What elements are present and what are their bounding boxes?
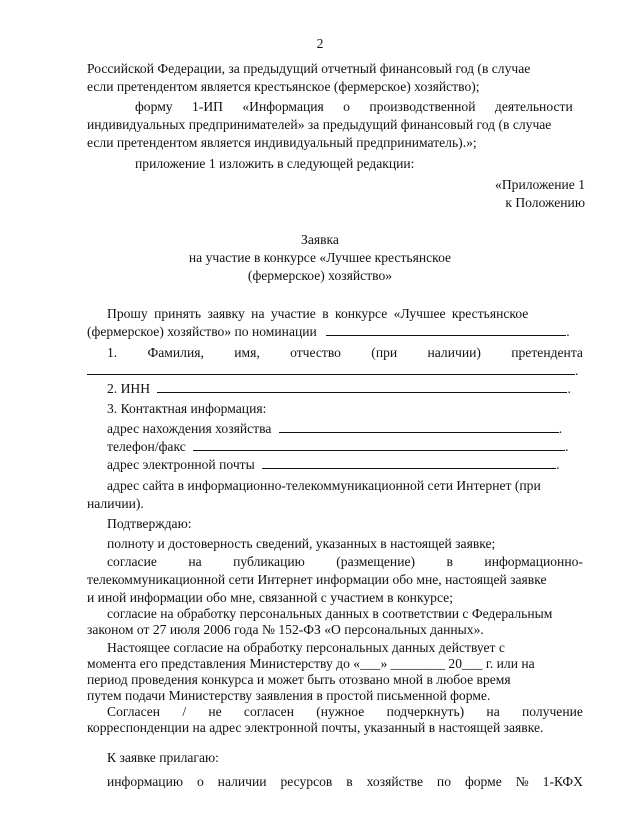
- intro-label: (фермерское) хозяйство» по номинации: [87, 324, 317, 339]
- text-line: путем подачи Министерству заявления в простой письменной форме.: [87, 688, 491, 703]
- form-subtitle: (фермерское) хозяйство»: [247, 268, 393, 283]
- form-subtitle: на участие в конкурсе «Лучшее крестьянское: [188, 250, 452, 265]
- text-line: форму 1-ИП «Информация о производственной деятельности: [135, 99, 573, 114]
- address-label: адрес нахождения хозяйства: [107, 421, 272, 436]
- word: публикацию: [233, 554, 305, 569]
- page-number: 2: [316, 36, 324, 51]
- form-title: Заявка: [301, 232, 339, 247]
- word: информационно-: [484, 554, 583, 569]
- confirm-heading: Подтверждаю:: [107, 516, 192, 531]
- text-line: законом от 27 июля 2006 года № 152-ФЗ «О персональных данных».: [87, 622, 484, 637]
- text-line: Российской Федерации, за предыдущий отчетный финансовый год (в случае: [87, 61, 531, 76]
- word: по: [436, 774, 451, 789]
- email-label: адрес электронной почты: [107, 457, 255, 472]
- word: информацию: [107, 774, 183, 789]
- email-line: [107, 456, 560, 474]
- word: 1.: [107, 345, 118, 360]
- word: отчество: [290, 345, 341, 360]
- text-line: [107, 773, 583, 791]
- text-line: индивидуальных предпринимателей» за предыдущий финансовый год (в случае: [87, 117, 552, 132]
- word: о: [196, 774, 204, 789]
- word: претендента: [511, 345, 583, 360]
- text-line: период проведения конкурса и может быть отозвано мной в любое время: [87, 672, 511, 687]
- word: хозяйстве: [366, 774, 423, 789]
- word: форме: [464, 774, 502, 789]
- phone-line: [107, 438, 569, 456]
- period: .: [556, 457, 560, 472]
- text-line: [107, 553, 583, 571]
- text-line: Прошу принять заявку на участие в конкурсе «Лучшее крестьянское: [107, 306, 529, 321]
- attach-heading: К заявке прилагаю:: [107, 750, 219, 765]
- word: подчеркнуть): [386, 704, 465, 719]
- text-line: полноту и достоверность сведений, указанных в настоящей заявке;: [107, 536, 496, 551]
- word: согласие: [107, 554, 157, 569]
- text-line: если претендентом является крестьянское (фермерское) хозяйство);: [87, 79, 480, 94]
- word: /: [182, 704, 187, 719]
- text-line: и иной информации обо мне, связанной с участием в конкурсе;: [87, 590, 453, 605]
- period: .: [566, 324, 570, 339]
- text-line: если претендентом является индивидуальный предприниматель).»;: [87, 135, 477, 150]
- word: в: [446, 554, 453, 569]
- contact-heading: 3. Контактная информация:: [107, 401, 267, 416]
- word: ресурсов: [280, 774, 333, 789]
- text-line: наличии).: [87, 496, 144, 511]
- inn-line: [107, 380, 571, 398]
- address-field[interactable]: [279, 420, 559, 433]
- text-line: адрес сайта в информационно-телекоммуникационной сети Интернет (при: [107, 478, 541, 493]
- word: (размещение): [336, 554, 416, 569]
- phone-label: телефон/факс: [107, 439, 186, 454]
- word: на: [486, 704, 500, 719]
- text-line: согласие на обработку персональных данных в соответствии с Федеральным: [107, 606, 553, 621]
- word: на: [188, 554, 202, 569]
- text-line: корреспонденции на адрес электронной почты, указанный в настоящей заявке.: [87, 720, 544, 735]
- appendix-ref: к Положению: [505, 195, 585, 210]
- email-field[interactable]: [262, 456, 556, 469]
- word: (при: [371, 345, 398, 360]
- word: наличии: [217, 774, 267, 789]
- word: получение: [521, 704, 583, 719]
- text-line: Настоящее согласие на обработку персональных данных действует с: [107, 640, 505, 655]
- applicant-name-label: [107, 344, 583, 362]
- period: .: [558, 421, 563, 436]
- applicant-name-line: [87, 362, 578, 380]
- appendix-label: «Приложение 1: [495, 177, 585, 192]
- phone-field[interactable]: [193, 438, 565, 451]
- word: (нужное: [316, 704, 365, 719]
- word: не: [208, 704, 222, 719]
- applicant-name-field[interactable]: [87, 362, 575, 375]
- word: №: [515, 774, 529, 789]
- period: .: [575, 363, 579, 378]
- word: в: [346, 774, 353, 789]
- word: наличии): [427, 345, 481, 360]
- inn-field[interactable]: [157, 380, 567, 393]
- word: Фамилия,: [147, 345, 204, 360]
- nomination-line: [87, 323, 570, 341]
- text-line: телекоммуникационной сети Интернет информации обо мне, настоящей заявке: [87, 572, 547, 587]
- period: .: [565, 439, 569, 454]
- word: имя,: [234, 345, 260, 360]
- text-line: приложение 1 изложить в следующей редакции:: [135, 156, 415, 171]
- word: 1-КФХ: [542, 774, 583, 789]
- period: .: [567, 381, 571, 396]
- word: согласен: [243, 704, 294, 719]
- word: Согласен: [107, 704, 161, 719]
- inn-label: 2. ИНН: [107, 381, 151, 396]
- text-line: момента его представления Министерству до «___» ________ 20___ г. или на: [87, 656, 535, 671]
- nomination-field[interactable]: [326, 323, 566, 336]
- address-line: [107, 420, 562, 438]
